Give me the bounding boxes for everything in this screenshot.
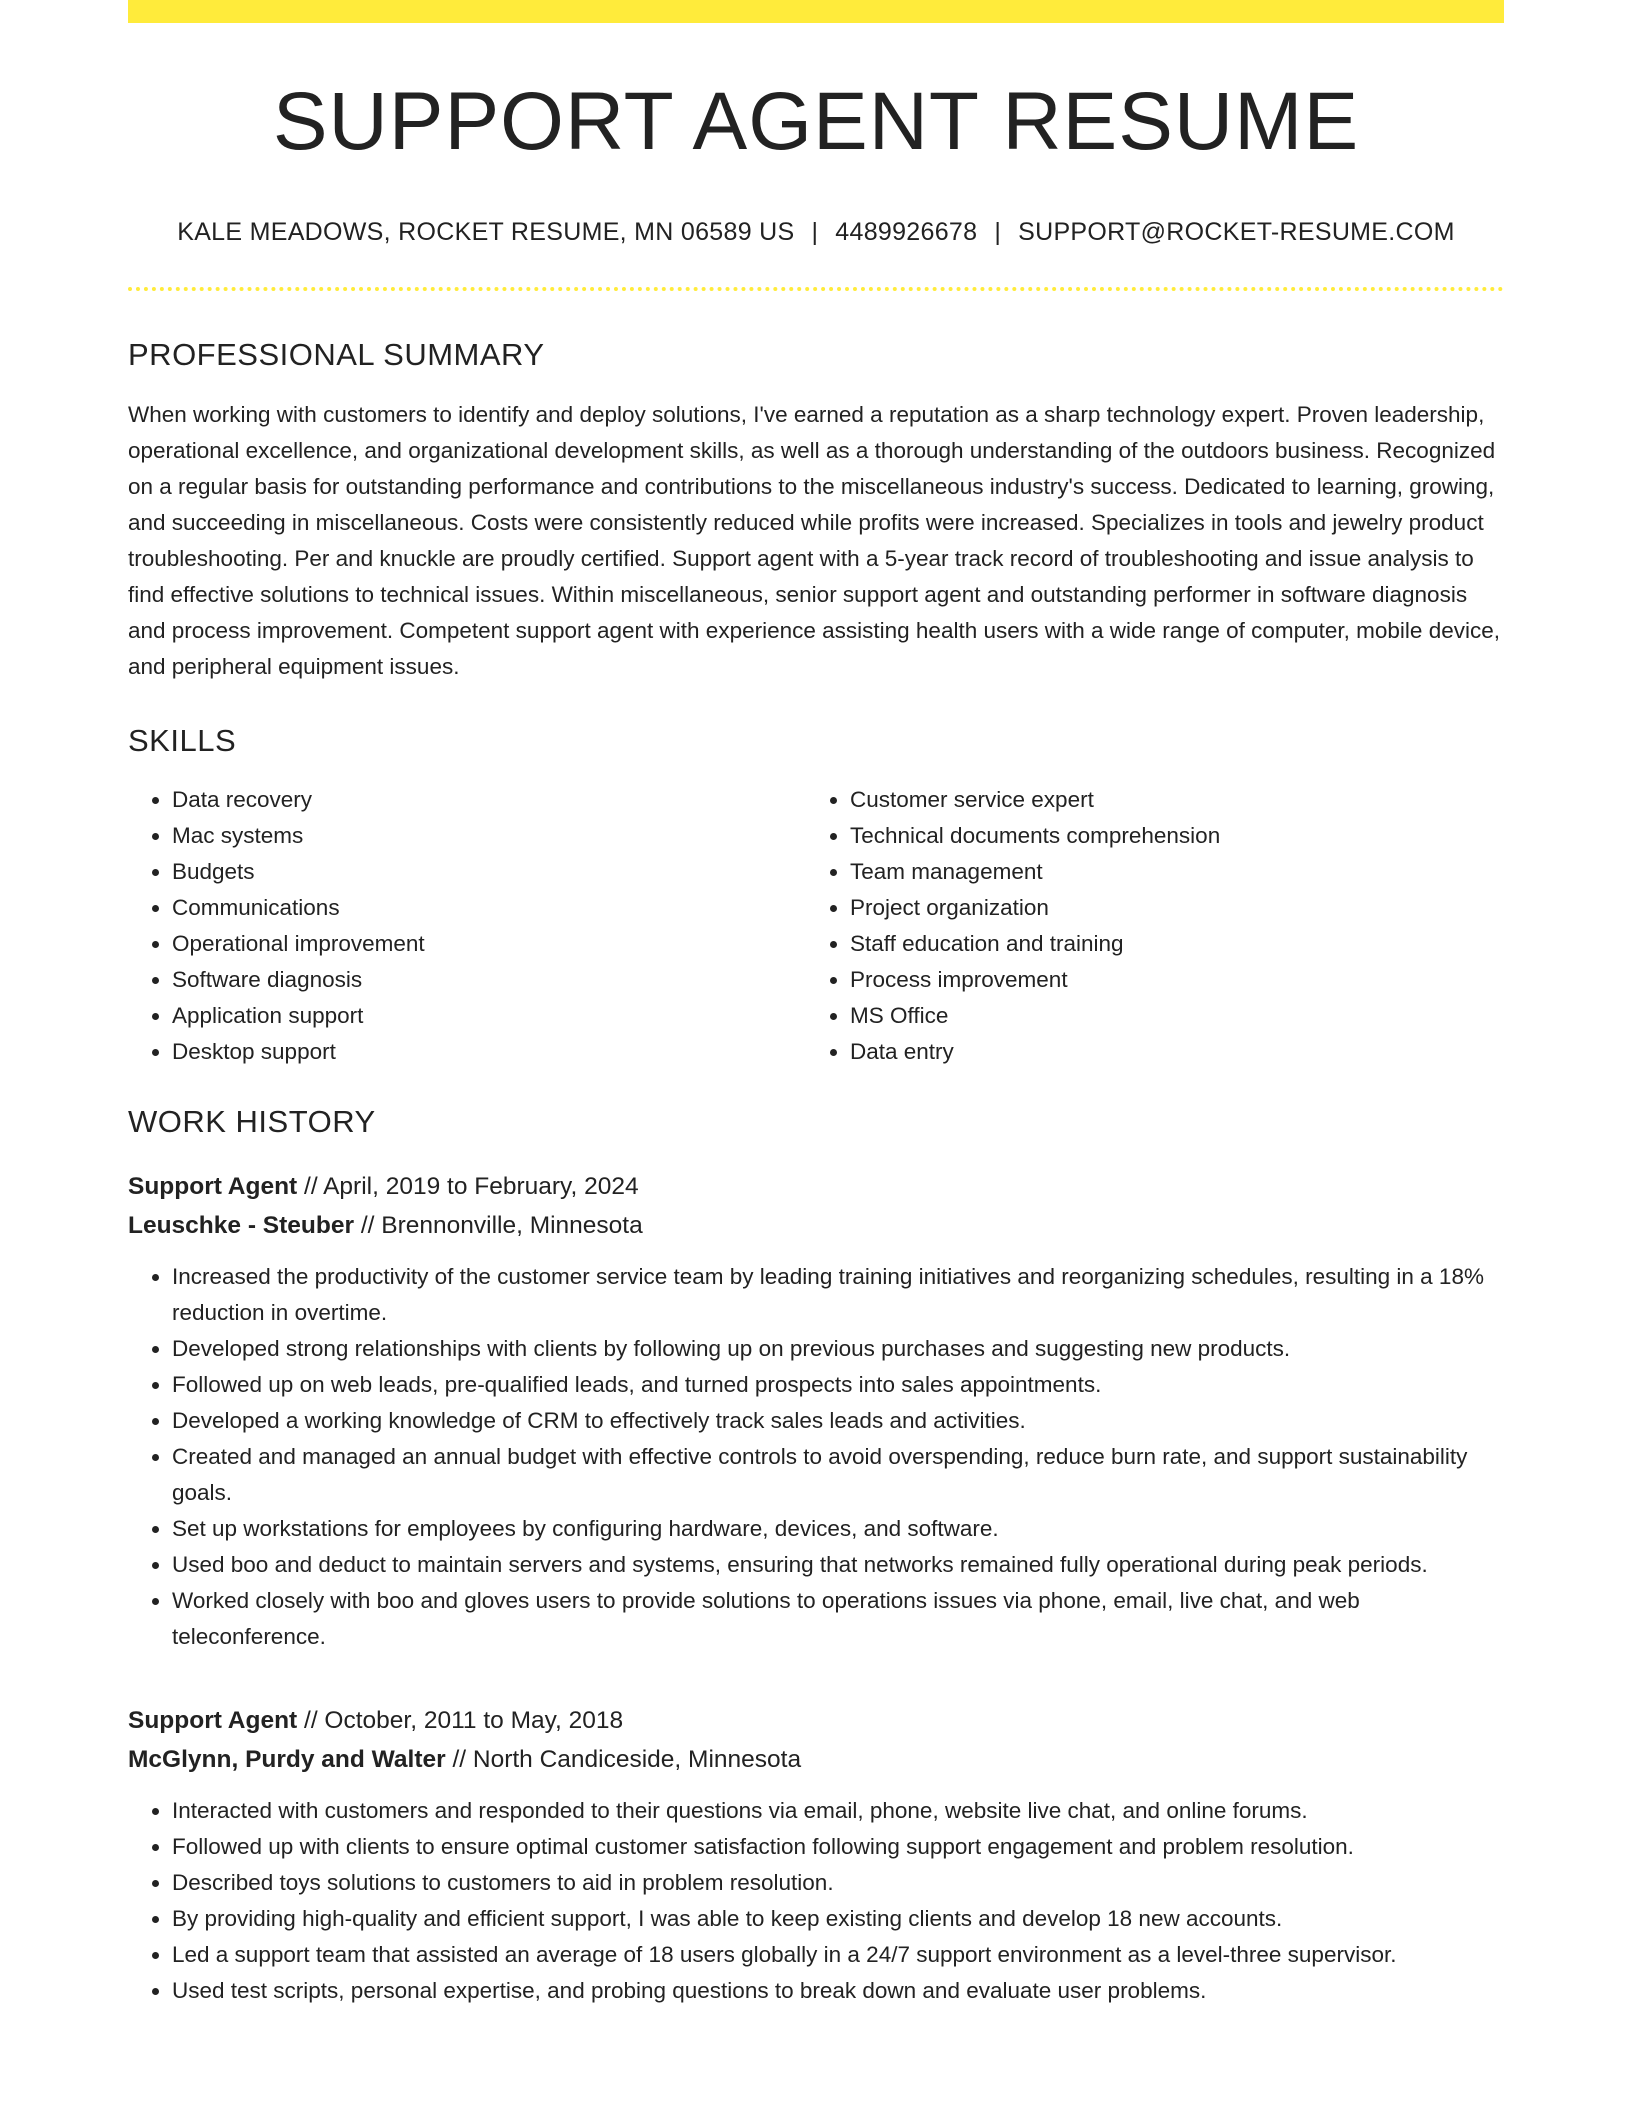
skill-item: • Communications (172, 890, 806, 926)
contact-separator: | (994, 218, 1002, 246)
contact-address: KALE MEADOWS, ROCKET RESUME, MN 06589 US (177, 218, 795, 246)
skill-item: • MS Office (850, 998, 1484, 1034)
job-bullet: • Used test scripts, personal expertise, and probing questions to break down and evaluate user problems. (172, 1973, 1504, 2009)
skill-item: • Data recovery (172, 782, 806, 818)
skill-item: • Project organization (850, 890, 1484, 926)
skills-heading: SKILLS (128, 723, 237, 758)
job-bullet: • Described toys solutions to customers to aid in problem resolution. (172, 1865, 1504, 1901)
summary-text: When working with customers to identify and deploy solutions, I've earned a reputation as a sharp technology expert. Proven leadership, operational excellence, and organizational development skills, as well as a thorough understanding of the outdoors business. Recognized on a regular basis for outstanding performance and contributions to the miscellaneous industry's success. Dedicated to learning, growing, and succeeding in miscellaneous. Costs were consistently reduced while profits were increased. Specializes in tools and jewelry product troubleshooting. Per and knuckle are proudly certified. Support agent with a 5-year track record of troubleshooting and issue analysis to find effective solutions to technical issues. Within miscellaneous, senior support agent and outstanding performer in software diagnosis and process improvement. Competent support agent with experience assisting health users with a wide range of computer, mobile device, and peripheral equipment issues. (128, 402, 1500, 679)
contact-email: SUPPORT@ROCKET-RESUME.COM (1018, 218, 1455, 246)
skill-item: • Team management (850, 854, 1484, 890)
job-dates: // October, 2011 to May, 2018 (304, 1707, 624, 1734)
skill-item: • Data entry (850, 1034, 1484, 1070)
job-title: Support Agent (128, 1173, 298, 1200)
job-company-line (128, 1206, 1504, 1245)
job-bullet: • Developed strong relationships with clients by following up on previous purchases and suggesting new products. (172, 1331, 1504, 1367)
skills-column-left (128, 782, 806, 1070)
job-company: Leuschke - Steuber (128, 1212, 355, 1239)
resume-title: SUPPORT AGENT RESUME (272, 76, 1360, 167)
skill-item: • Customer service expert (850, 782, 1484, 818)
dotted-divider (128, 287, 1504, 291)
job-bullet: • Increased the productivity of the customer service team by leading training initiatives and reorganizing schedules, resulting in a 18% reduction in overtime. (172, 1259, 1504, 1331)
job-bullet: • Set up workstations for employees by configuring hardware, devices, and software. (172, 1511, 1504, 1547)
job-bullets (128, 1793, 1504, 2009)
skill-item: • Staff education and training (850, 926, 1484, 962)
contact-line (128, 218, 1504, 247)
skill-item: • Budgets (172, 854, 806, 890)
job-company: McGlynn, Purdy and Walter (128, 1746, 446, 1773)
skill-item: • Operational improvement (172, 926, 806, 962)
job-bullet: • Led a support team that assisted an average of 18 users globally in a 24/7 support environment as a level-three supervisor. (172, 1937, 1504, 1973)
accent-bar (128, 0, 1504, 23)
job-entry (128, 1701, 1504, 2009)
job-title: Support Agent (128, 1707, 298, 1734)
job-bullet: • Followed up on web leads, pre-qualified leads, and turned prospects into sales appointments. (172, 1367, 1504, 1403)
summary-heading: PROFESSIONAL SUMMARY (128, 337, 545, 372)
job-bullet: • Followed up with clients to ensure optimal customer satisfaction following support engagement and problem resolution. (172, 1829, 1504, 1865)
job-company-line (128, 1740, 1504, 1779)
skill-item: • Application support (172, 998, 806, 1034)
work-history-heading: WORK HISTORY (128, 1104, 376, 1139)
skill-item: • Desktop support (172, 1034, 806, 1070)
job-bullet: • By providing high-quality and efficient support, I was able to keep existing clients and develop 18 new accounts. (172, 1901, 1504, 1937)
job-bullet: • Created and managed an annual budget with effective controls to avoid overspending, reduce burn rate, and support sustainability goals. (172, 1439, 1504, 1511)
job-dates: // April, 2019 to February, 2024 (304, 1173, 639, 1200)
job-title-line (128, 1167, 1504, 1206)
skills-column-right (806, 782, 1484, 1070)
contact-separator: | (811, 218, 819, 246)
resume-page (128, 0, 1504, 2009)
job-title-line (128, 1701, 1504, 1740)
contact-phone: 4489926678 (835, 218, 978, 246)
job-location: // North Candiceside, Minnesota (452, 1746, 802, 1773)
skill-item: • Process improvement (850, 962, 1484, 998)
skill-item: • Technical documents comprehension (850, 818, 1484, 854)
skill-item: • Software diagnosis (172, 962, 806, 998)
job-bullet: • Used boo and deduct to maintain servers and systems, ensuring that networks remained fully operational during peak periods. (172, 1547, 1504, 1583)
job-bullet: • Interacted with customers and responded to their questions via email, phone, website live chat, and online forums. (172, 1793, 1504, 1829)
job-bullet: • Developed a working knowledge of CRM to effectively track sales leads and activities. (172, 1403, 1504, 1439)
skill-item: • Mac systems (172, 818, 806, 854)
job-entry (128, 1167, 1504, 1655)
job-bullets (128, 1259, 1504, 1655)
job-bullet: • Worked closely with boo and gloves users to provide solutions to operations issues via phone, email, live chat, and web teleconference. (172, 1583, 1504, 1655)
job-location: // Brennonville, Minnesota (360, 1212, 643, 1239)
skills-list (128, 782, 1504, 1070)
